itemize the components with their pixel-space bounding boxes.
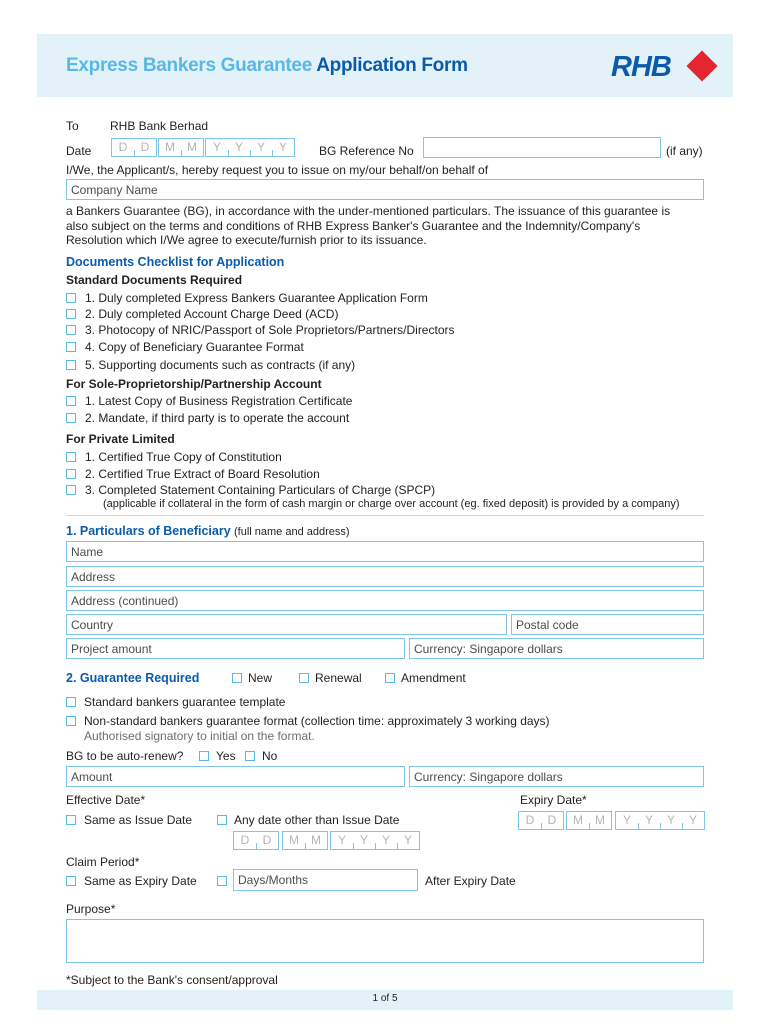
para-line3: Resolution which I/We agree to execute/furnish prior to its issuance. — [66, 233, 427, 247]
auto-renew-yes-checkbox[interactable] — [199, 751, 209, 761]
form-title — [66, 55, 468, 77]
private-item-1-checkbox[interactable] — [66, 452, 76, 462]
non-standard-checkbox[interactable] — [66, 716, 76, 726]
bg-ref-note: (if any) — [666, 144, 703, 158]
private-heading: For Private Limited — [66, 432, 175, 446]
date-month-field[interactable]: M M — [158, 138, 204, 157]
auto-renew-no-label: No — [262, 749, 278, 763]
to-label: To — [66, 119, 79, 133]
purpose-label: Purpose* — [66, 902, 116, 916]
beneficiary-address2-input[interactable] — [66, 590, 704, 611]
project-currency-label: Currency: Singapore dollars — [414, 642, 563, 656]
new-label: New — [248, 671, 273, 685]
request-text: I/We, the Applicant/s, hereby request you to issue on my/our behalf/on behalf of — [66, 163, 489, 177]
checklist-heading: Documents Checklist for Application — [66, 255, 285, 269]
guarantee-currency-field — [409, 766, 704, 787]
private-item-1: 1. Certified True Copy of Constitution — [85, 450, 282, 464]
guarantee-amount-input[interactable] — [66, 766, 405, 787]
guarantee-heading: 2. Guarantee Required — [66, 671, 200, 685]
project-amount-input[interactable] — [66, 638, 405, 659]
renewal-checkbox[interactable] — [299, 673, 309, 683]
guarantee-amount-label: Amount — [71, 770, 113, 784]
effective-date-label: Effective Date* — [66, 793, 146, 807]
amendment-checkbox[interactable] — [385, 673, 395, 683]
country-label: Country — [71, 618, 114, 632]
section-divider — [66, 515, 704, 516]
beneficiary-address-label: Address — [71, 570, 116, 584]
non-standard-label: Non-standard bankers guarantee format (collection time: approximately 3 working days) — [84, 714, 550, 728]
para-line2: also subject on the terms and conditions of RHB Express Banker's Guarantee and the Indemnity/Company's — [66, 219, 641, 233]
sole-item-2-checkbox[interactable] — [66, 413, 76, 423]
page-indicator: 1 of 5 — [372, 993, 398, 1004]
effective-year-field[interactable]: Y Y Y Y — [330, 831, 420, 850]
effective-day-field[interactable]: D D — [233, 831, 279, 850]
sole-item-1: 1. Latest Copy of Business Registration Certificate — [85, 394, 353, 408]
standard-item-3-checkbox[interactable] — [66, 325, 76, 335]
expiry-day-field[interactable]: D D — [518, 811, 564, 830]
standard-item-4-checkbox[interactable] — [66, 342, 76, 352]
days-months-input[interactable] — [233, 869, 418, 891]
project-currency-field — [409, 638, 704, 659]
beneficiary-name-input[interactable] — [66, 541, 704, 562]
standard-item-1-checkbox[interactable] — [66, 293, 76, 303]
guarantee-currency-label: Currency: Singapore dollars — [414, 770, 563, 784]
diamond-icon — [686, 50, 717, 81]
address-continued-placeholder: Address (continued) — [71, 594, 179, 608]
date-day-field[interactable]: D D — [111, 138, 157, 157]
private-item-2: 2. Certified True Extract of Board Resolution — [85, 467, 320, 481]
bg-ref-label: BG Reference No — [319, 144, 414, 158]
days-months-checkbox[interactable] — [217, 876, 227, 886]
same-as-issue-checkbox[interactable] — [66, 815, 76, 825]
title-part2: Application Form — [316, 55, 468, 76]
standard-item-3: 3. Photocopy of NRIC/Passport of Sole Proprietors/Partners/Directors — [85, 323, 455, 337]
beneficiary-heading: 1. Particulars of Beneficiary — [66, 524, 231, 538]
company-name-label: Company Name — [71, 183, 158, 197]
expiry-month-field[interactable]: M M — [566, 811, 612, 830]
sole-item-2: 2. Mandate, if third party is to operate the account — [85, 411, 350, 425]
new-checkbox[interactable] — [232, 673, 242, 683]
private-item-3: 3. Completed Statement Containing Particulars of Charge (SPCP) — [85, 483, 436, 497]
renewal-label: Renewal — [315, 671, 362, 685]
date-year-field[interactable]: Y Y Y Y — [205, 138, 295, 157]
private-item-3-checkbox[interactable] — [66, 485, 76, 495]
standard-heading: Standard Documents Required — [66, 273, 243, 287]
auto-renew-yes-label: Yes — [216, 749, 236, 763]
same-as-expiry-checkbox[interactable] — [66, 876, 76, 886]
to-value: RHB Bank Berhad — [110, 119, 209, 133]
beneficiary-name-label: Name — [71, 545, 104, 559]
standard-item-1: 1. Duly completed Express Bankers Guarantee Application Form — [85, 291, 428, 305]
beneficiary-heading-note: (full name and address) — [234, 526, 350, 538]
standard-item-2: 2. Duly completed Account Charge Deed (ACD) — [85, 307, 339, 321]
other-date-checkbox[interactable] — [217, 815, 227, 825]
standard-template-checkbox[interactable] — [66, 697, 76, 707]
rhb-logo — [611, 50, 717, 84]
footer-band — [37, 990, 733, 1010]
days-months-placeholder: Days/Months — [238, 873, 309, 887]
same-as-expiry-label: Same as Expiry Date — [84, 874, 197, 888]
date-label: Date — [66, 144, 92, 158]
postal-code-label: Postal code — [516, 618, 579, 632]
private-item-2-checkbox[interactable] — [66, 469, 76, 479]
standard-item-2-checkbox[interactable] — [66, 309, 76, 319]
beneficiary-country-input[interactable] — [66, 614, 507, 635]
bg-ref-input[interactable] — [423, 137, 661, 158]
other-date-label: Any date other than Issue Date — [234, 813, 400, 827]
sole-item-1-checkbox[interactable] — [66, 396, 76, 406]
expiry-date-label: Expiry Date* — [520, 793, 587, 807]
auto-renew-no-checkbox[interactable] — [245, 751, 255, 761]
purpose-textarea[interactable] — [66, 919, 704, 963]
standard-item-5: 5. Supporting documents such as contracts (if any) — [85, 358, 356, 372]
private-note: (applicable if collateral in the form of cash margin or charge over account (eg. fixed deposit) is provided by a company) — [103, 498, 680, 510]
project-amount-label: Project amount — [71, 642, 152, 656]
authorised-note: Authorised signatory to initial on the format. — [84, 729, 315, 743]
auto-renew-label: BG to be auto-renew? — [66, 749, 184, 763]
same-as-issue-label: Same as Issue Date — [84, 813, 193, 827]
standard-item-4: 4. Copy of Beneficiary Guarantee Format — [85, 340, 304, 354]
standard-template-label: Standard bankers guarantee template — [84, 695, 286, 709]
beneficiary-postal-input[interactable] — [511, 614, 704, 635]
claim-period-label: Claim Period* — [66, 855, 140, 869]
expiry-year-field[interactable]: Y Y Y Y — [615, 811, 705, 830]
standard-item-5-checkbox[interactable] — [66, 360, 76, 370]
logo-text: RHB — [611, 51, 671, 83]
beneficiary-address-input[interactable] — [66, 566, 704, 587]
effective-month-field[interactable]: M M — [282, 831, 328, 850]
amendment-label: Amendment — [401, 671, 466, 685]
footnote: *Subject to the Bank's consent/approval — [66, 973, 278, 987]
beneficiary-heading-row — [66, 524, 350, 538]
sole-heading: For Sole-Proprietorship/Partnership Account — [66, 377, 322, 391]
company-name-input[interactable] — [66, 179, 704, 200]
title-part1: Express Bankers Guarantee — [66, 55, 312, 76]
para-line1: a Bankers Guarantee (BG), in accordance with the under-mentioned particulars. The issuance of this guarantee is — [66, 204, 671, 218]
after-expiry-label: After Expiry Date — [425, 874, 516, 888]
